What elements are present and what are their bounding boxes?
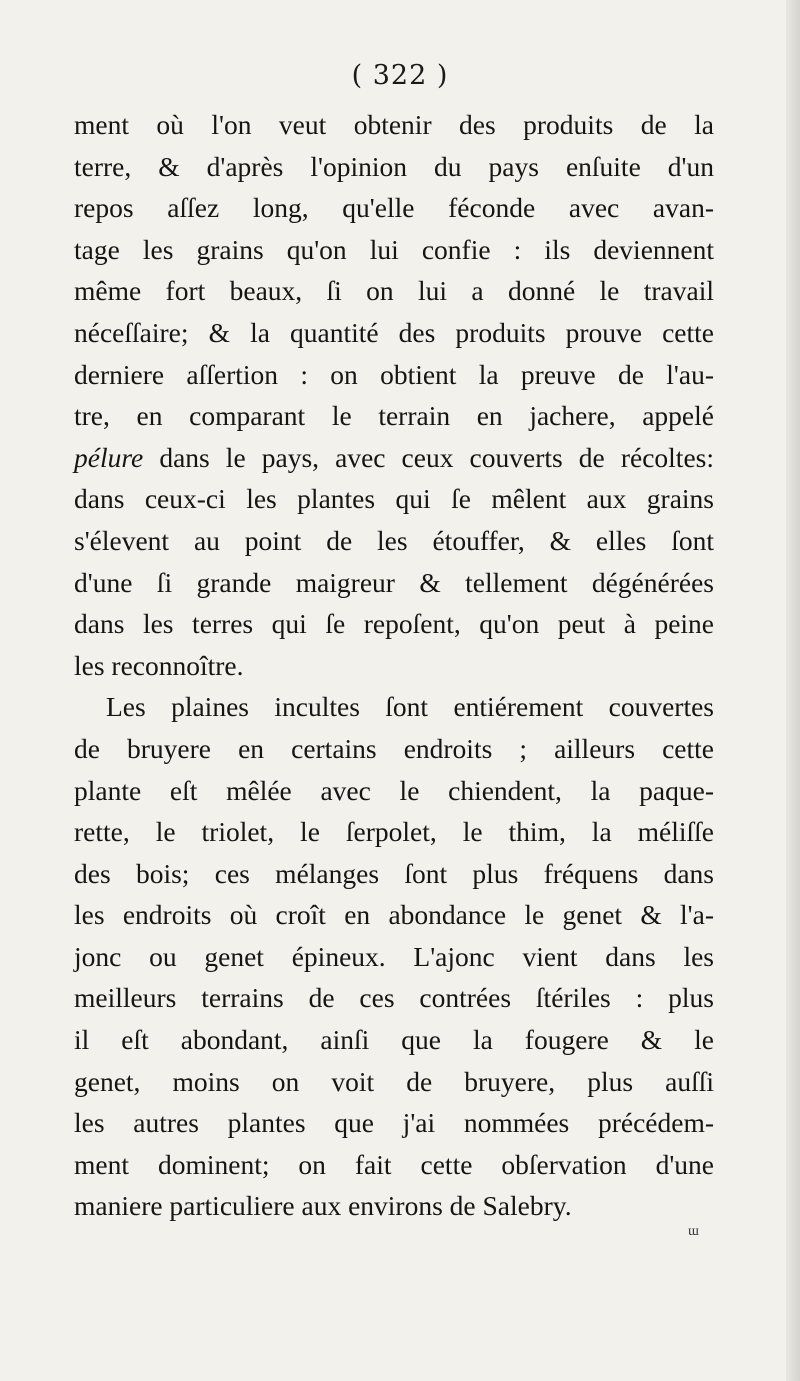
page-number: ( 322 ) xyxy=(351,60,449,91)
text-line: plante eſt mêlée avec le chiendent, la paque- xyxy=(74,774,714,806)
text-line: genet, moins on voit de bruyere, plus auſſi xyxy=(74,1065,714,1097)
text-line: même fort beaux, ſi on lui a donné le travail xyxy=(74,275,714,307)
text-line: de bruyere en certains endroits ; ailleurs cette xyxy=(74,732,714,764)
text-line: repos aſſez long, qu'elle féconde avec avan- xyxy=(74,192,714,224)
text-line: les endroits où croît en abondance le genet & l'a- xyxy=(74,899,714,931)
text-line: tre, en comparant le terrain en jachere, appelé xyxy=(74,400,714,432)
text-line: derniere aſſertion : on obtient la preuve de l'au- xyxy=(74,358,714,390)
text-line: jonc ou genet épineux. L'ajonc vient dans les xyxy=(74,940,714,972)
catchword: ɯ xyxy=(688,1224,699,1239)
text-line: dans les terres qui ſe repoſent, qu'on peut à peine xyxy=(74,608,714,640)
text-line: meilleurs terrains de ces contrées ſtériles : plus xyxy=(74,982,714,1014)
body-text xyxy=(74,104,714,1227)
paragraph-start-line: Les plaines incultes ſont entiérement couvertes xyxy=(106,691,714,723)
italic-term: pélure xyxy=(74,441,144,473)
text-line: ment où l'on veut obtenir des produits de la xyxy=(74,109,714,140)
text-line: les reconnoître. xyxy=(74,649,244,681)
text-line: tage les grains qu'on lui confie : ils deviennent xyxy=(74,233,714,265)
text-line: ment dominent; on fait cette obſervation d'une xyxy=(74,1148,714,1180)
text-line: pélure dans le pays, avec ceux couverts de récoltes: xyxy=(74,441,714,473)
text-line: néceſſaire; & la quantité des produits prouve cette xyxy=(74,316,714,348)
text-line: terre, & d'après l'opinion du pays enſuite d'un xyxy=(74,150,714,182)
text-line: rette, le triolet, le ſerpolet, le thim, la méliſſe xyxy=(74,816,714,848)
page-edge-shadow xyxy=(786,0,800,1381)
text-line: dans ceux-ci les plantes qui ſe mêlent aux grains xyxy=(74,483,714,515)
text-line: d'une ſi grande maigreur & tellement dégénérées xyxy=(74,566,714,598)
text-line: les autres plantes que j'ai nommées précédem- xyxy=(74,1107,714,1139)
text-line: maniere particuliere aux environs de Salebry. xyxy=(74,1190,572,1222)
text-line: il eſt abondant, ainſi que la fougere & le xyxy=(74,1024,714,1056)
text-line: s'élevent au point de les étouffer, & elles ſont xyxy=(74,524,714,556)
text-line: des bois; ces mélanges ſont plus fréquens dans xyxy=(74,857,714,889)
